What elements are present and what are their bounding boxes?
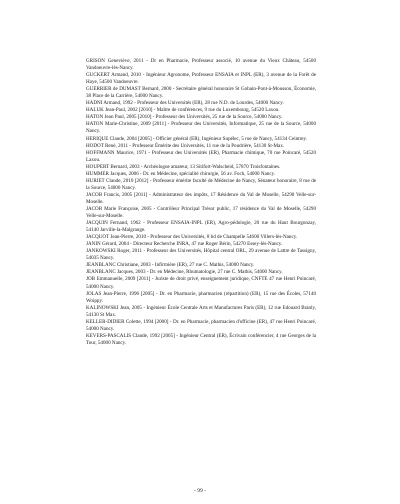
directory-entry: JACOB Francis, 2005 [2011] - Administrateur des impôts, 17 Résidence du Val de Moselle, 54290 Velle-sur-Moselle. — [86, 191, 316, 205]
directory-entry: HADNI Armand, 1992 - Professeur des Universités (ER), 28 rue N.D. de Lourdes, 54000 Nancy. — [86, 100, 284, 107]
directory-entry: GRISON Geneviève, 2011 - Dr en Pharmacie, Professeur associé, 10 avenue du Vieux Château, 54500 Vandoeuvre-lès-Nancy. — [86, 58, 316, 72]
directory-entry: JANKOWSKI Roger, 2011 - Professeur des Universités, Hôpital central ORL, 29 avenue de Lattre de Tassigny, 54035 Nancy. — [86, 248, 316, 262]
directory-entry: KALINOWSKI Jean, 2005 - Ingénieur École Centrale Arts et Manufactures Paris (ER), 12 rue Edouard Branly, 54130 St Max. — [86, 304, 316, 318]
directory-entry: GUCKERT Armand, 2010 - Ingénieur Agronome, Professeur ENSAIA et INPL (ER), 3 avenue de la Forêt de Haye, 54500 Vandoeuvre. — [86, 72, 316, 86]
directory-entry: HALUK Jean-Paul, 2002 [2010] - Maître de conférences, 9 rue du Luxembourg, 54520 Laxou. — [86, 107, 280, 114]
directory-entry: HATON Marie-Christine, 2009 [2011] - Professeur des Universités, Informatique, 25 rue de la Source, 54000 Nancy. — [86, 121, 316, 135]
directory-list — [86, 58, 316, 347]
directory-entry: JOLAS Jean-Pierre, 1996 [2005] - Dr. en Pharmacie, pharmacien (répartition) (ER), 15 rue des Écoles, 57140 Woippy. — [86, 290, 316, 304]
directory-entry: GUERRIER de DUMAST Bernard, 2000 - Secrétaire général honoraire St Gobain-Pont-à-Mousson, Économie, 38 Place de la Carrière, 54000 Nancy. — [86, 86, 316, 100]
directory-entry: HODOT René, 2011 - Professeur Émérite des Universités, 11 rue de la Poudrière, 54130 St-Max. — [86, 142, 285, 149]
directory-entry: KELLER-DIDIER Colette, 1994 [2000] - Dr. en Pharmacie, pharmacien d'officine (ER), 47 rue Henri Poincaré, 54000 Nancy. — [86, 318, 316, 332]
directory-entry: JANIN Gérard, 2004 - Directeur Recherche INRA, 47 rue Roger Bérin, 54270 Essey-lès-Nancy. — [86, 241, 283, 248]
directory-entry: JACQUOT Jean-Pierre, 2010 - Professeur des Universités, 8 bd de Champelle 54600 Villers-lès-Nancy. — [86, 234, 298, 241]
directory-entry: JEANBLANC Jacques, 2003 - Dr. en Médecine, Rhumatologie, 27 rue C. Mathis, 54000 Nancy. — [86, 269, 283, 276]
directory-entry: HERIQUE Claude, 2004 [2005] - Officier général (ER), Ingénieur Supélec, 5 rue de Nancy, 54134 Ceintrey. — [86, 135, 308, 142]
directory-entry: JOB Emmanuelle, 2009 [2011] - Juriste de droit privé, enseignement juridique, CNFTE 47 rue Henri Poincaré, 54000 Nancy. — [86, 276, 316, 290]
directory-entry: HATON Jean Paul, 2005 [2010] - Professeur des Universités, 25 rue de la Source, 54000 Nancy. — [86, 114, 283, 121]
directory-entry: HOFFMANN Maurice, 1971 - Professeur des Universités (ER), Pharmacie chimique, 70 rue Poincaré, 54520 Laxou. — [86, 149, 316, 163]
directory-entry: JACQUIN Fernand, 1962 - Professeur ENSAIA-INPL (ER), Agro-pédologie, 20 rue du Haut Bourgonzay, 54140 Jarville-la-Malgrange. — [86, 220, 316, 234]
directory-entry: HURIET Claude, 2010 [2012] - Professeur émérite faculté de Médecine de Nancy, Sénateur honoraire, 8 rue de la Source, 54000 Nancy. — [86, 177, 316, 191]
directory-entry: HUMMER Jacques, 2006 - Dr. en Médecine, spécialité chirurgie, 56 av. Foch, 54000 Nancy. — [86, 170, 276, 177]
directory-entry: HOUPERT Bernard, 2003 - Archéologue amateur, 13 Sitifort-Walscheid, 57870 Troisfontaines. — [86, 163, 281, 170]
directory-entry: JEANBLANC Christiane, 2003 - Infirmière (ER), 27 rue C. Mathis, 54000 Nancy. — [86, 262, 255, 269]
directory-entry: KEVERS-PASCALIS Claude, 1992 [2005] - Ingénieur Central (ER), Écrivain conférencier, 4 rue Georges de la Tour, 54000 Nancy. — [86, 332, 316, 346]
page-number: - 99 - — [193, 488, 207, 494]
directory-entry: JACOB Marie Françoise, 2005 - Contrôleur Principal Trésor public, 17 résidence du Val de Moselle, 54290 Velle-sur-Moselle. — [86, 205, 316, 220]
